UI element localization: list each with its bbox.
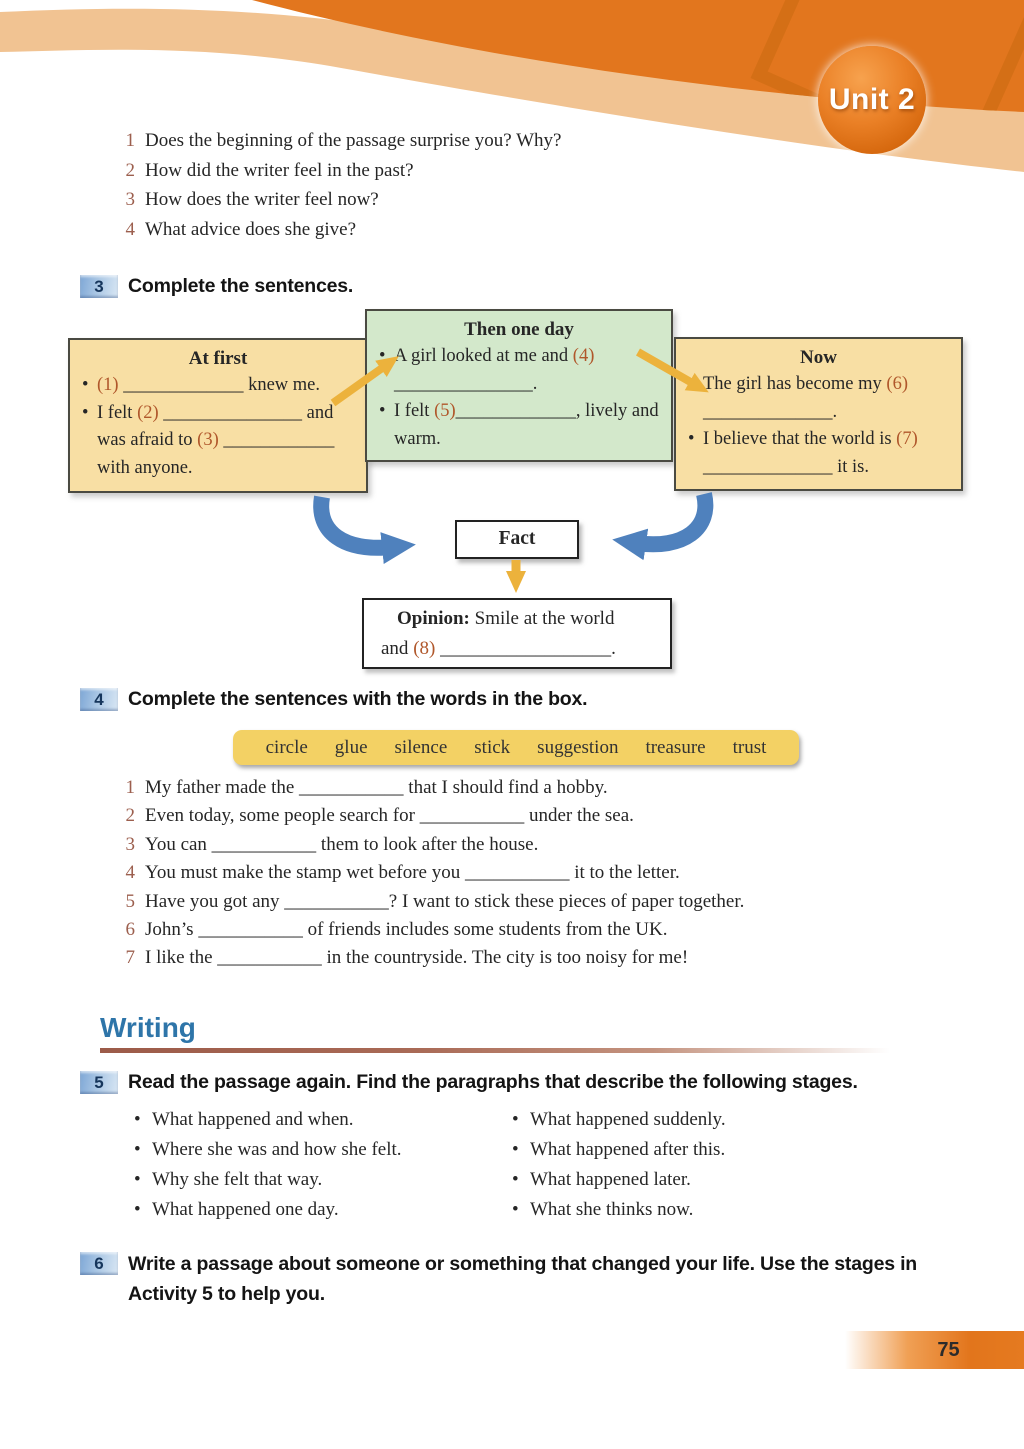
activity-number-badge: 5	[80, 1071, 118, 1094]
question-item	[122, 126, 562, 156]
box-title: At first	[188, 348, 248, 369]
writing-section-heading: Writing	[100, 1012, 196, 1043]
question-number: 2	[125, 159, 135, 181]
question-number: 3	[125, 189, 135, 211]
sentence-text: My father made the ___________ that I should find a hobby.	[145, 777, 608, 798]
box-bullet-line: • The girl has become my (6) ______________.	[685, 371, 952, 426]
question-text: Does the beginning of the passage surprise you? Why?	[145, 130, 562, 151]
word-box-word: trust	[732, 736, 767, 758]
diagram-box-at-first	[68, 338, 368, 493]
sentence-text: John’s ___________ of friends includes some students from the UK.	[145, 918, 668, 940]
box-bullet-line: • A girl looked at me and (4) _______________.	[376, 343, 662, 398]
sentence-number: 3	[125, 833, 135, 855]
bullet-item: • Why she felt that way.	[134, 1165, 402, 1195]
activity5-header	[80, 1071, 858, 1097]
arrow-right-to-fact	[636, 494, 705, 544]
arrow-left-to-fact	[321, 497, 392, 548]
sentence-item	[122, 916, 744, 944]
writing-heading-underline	[100, 1048, 890, 1053]
sentence-item	[122, 774, 744, 802]
activity5-bullets-right	[512, 1105, 726, 1225]
page-number-bar	[845, 1331, 1024, 1369]
bullet-item: • Where she was and how she felt.	[134, 1135, 402, 1165]
bullet-item: • What happened later.	[512, 1165, 726, 1195]
sentence-item	[122, 944, 744, 972]
bullet-item: • What happened and when.	[134, 1105, 402, 1135]
sentence-item	[122, 802, 744, 830]
box-bullet-line: • (1) _____________ knew me.	[79, 372, 357, 400]
question-number: 4	[125, 219, 135, 241]
word-box-word: circle	[265, 736, 308, 758]
activity4-header	[80, 688, 587, 714]
opinion-box: Opinion: Smile at the world and (8) __________________.	[362, 598, 672, 669]
bullet-item: • What happened one day.	[134, 1195, 402, 1225]
question-item	[122, 185, 562, 215]
sentence-list	[122, 774, 744, 973]
box-title: Then one day	[464, 319, 574, 340]
question-list	[122, 126, 562, 245]
sentence-number: 1	[125, 777, 135, 798]
word-box-word: treasure	[645, 736, 706, 758]
diagram-box-now	[674, 337, 963, 491]
question-text: What advice does she give?	[145, 219, 357, 241]
box-bullet-line: • I believe that the world is (7) ______________ it is.	[685, 426, 952, 481]
sentence-text: You must make the stamp wet before you ___________ it to the letter.	[145, 862, 680, 884]
word-box-word: stick	[474, 736, 511, 758]
sentence-text: Have you got any ___________? I want to stick these pieces of paper together.	[145, 890, 745, 912]
sentence-text: You can ___________ them to look after the house.	[145, 833, 539, 855]
activity6-header	[80, 1252, 936, 1309]
activity6-title: Write a passage about someone or something that changed your life. Use the stages in Activity 5 to help you.	[128, 1253, 918, 1305]
question-item	[122, 215, 562, 245]
bullet-item: • What happened suddenly.	[512, 1105, 726, 1135]
activity-number-badge: 3	[80, 275, 118, 298]
activity-number-badge: 6	[80, 1252, 118, 1275]
activity5-title: Read the passage again. Find the paragraphs that describe the following stages.	[128, 1071, 858, 1093]
sentence-text: I like the ___________ in the countryside. The city is too noisy for me!	[145, 947, 689, 969]
question-item	[122, 156, 562, 186]
activity3-header	[80, 275, 353, 301]
activity-number-badge: 4	[80, 688, 118, 711]
sentence-item	[122, 831, 744, 859]
sentence-number: 4	[125, 862, 135, 884]
word-box-word: glue	[334, 736, 368, 758]
word-box-word: silence	[394, 736, 448, 758]
activity5-bullets-left	[134, 1105, 402, 1225]
question-text: How does the writer feel now?	[145, 189, 379, 211]
box-title: Now	[800, 347, 837, 368]
sentence-item	[122, 859, 744, 887]
unit-badge	[818, 46, 926, 154]
word-box-word: suggestion	[537, 736, 619, 758]
activity3-title: Complete the sentences.	[128, 275, 354, 297]
word-box	[233, 730, 799, 765]
page-number: 75	[937, 1338, 960, 1361]
sentence-text: Even today, some people search for ___________ under the sea.	[145, 805, 634, 827]
sentence-number: 6	[125, 918, 135, 940]
question-text: How did the writer feel in the past?	[145, 159, 414, 181]
box-bullet-line: • I felt (2) _______________ and was afraid to (3) ____________ with anyone.	[79, 400, 357, 483]
sentence-number: 2	[125, 805, 135, 827]
diagram-box-then-one-day	[365, 309, 673, 462]
sentence-number: 7	[125, 947, 135, 969]
sentence-item	[122, 888, 744, 916]
sentence-number: 5	[125, 890, 135, 912]
question-number: 1	[125, 130, 135, 151]
bullet-item: • What happened after this.	[512, 1135, 726, 1165]
fact-box: Fact	[455, 520, 579, 559]
box-bullet-line: • I felt (5)_____________, lively and warm.	[376, 398, 662, 453]
bullet-item: • What she thinks now.	[512, 1195, 726, 1225]
unit-badge-label: Unit 2	[828, 83, 916, 116]
activity4-title: Complete the sentences with the words in the box.	[128, 688, 588, 710]
